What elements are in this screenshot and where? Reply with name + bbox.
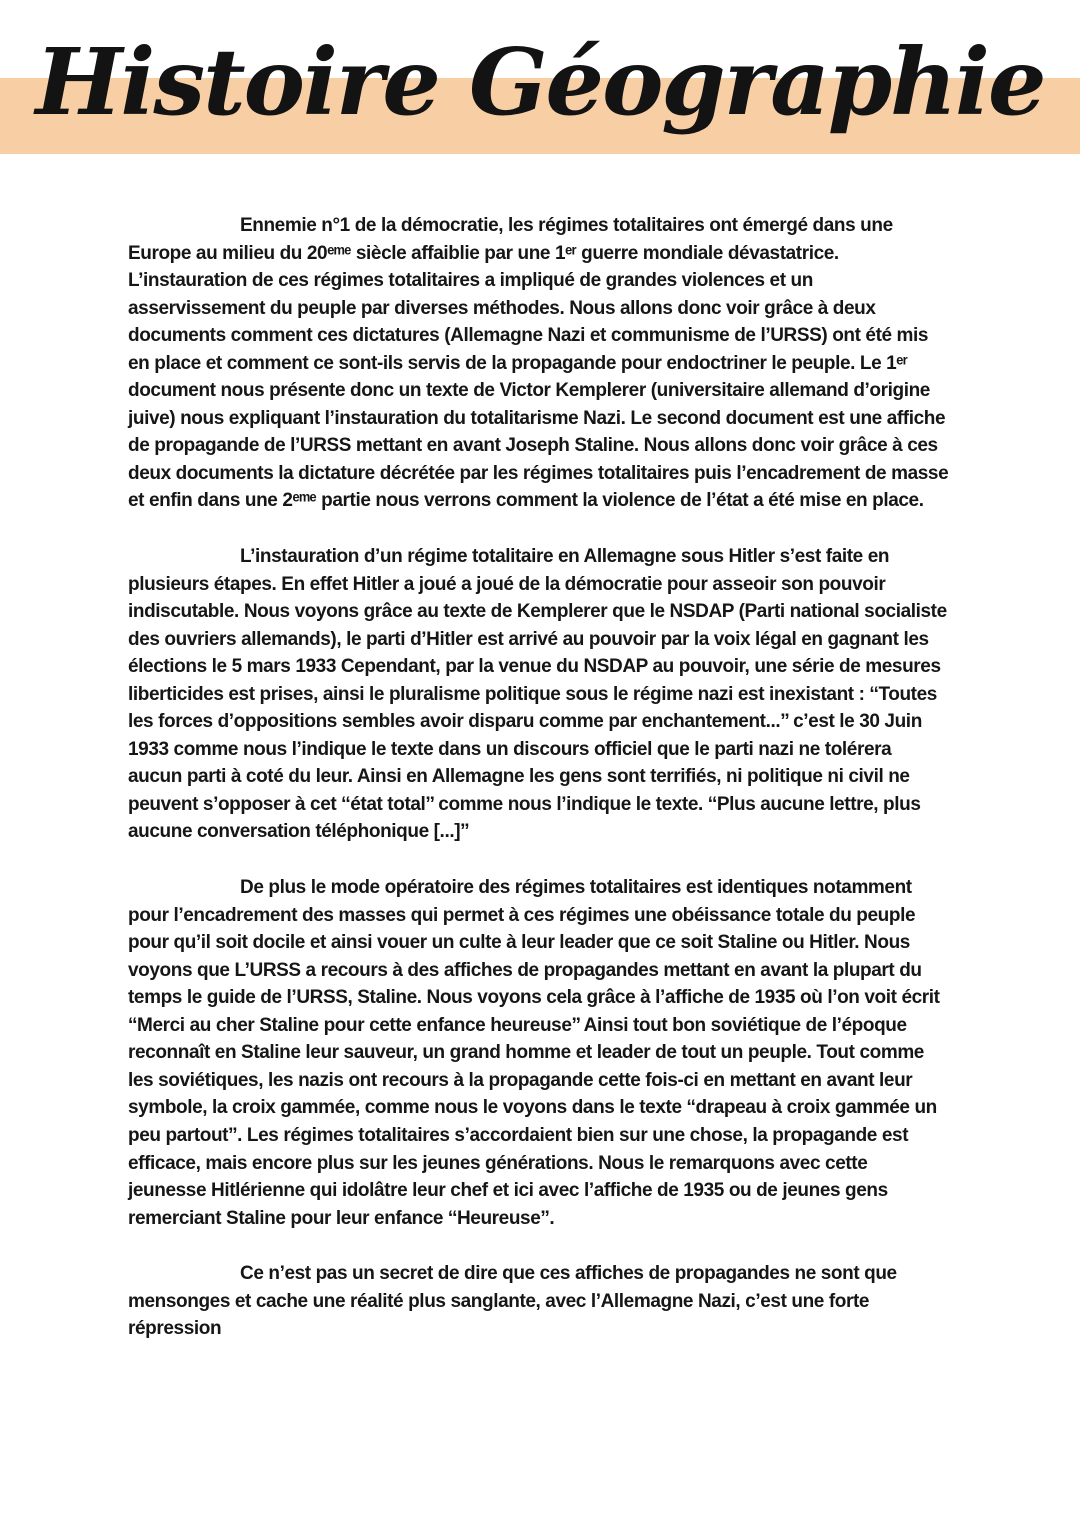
- paragraph-introduction: Ennemie n°1 de la démocratie, les régimes totalitaires ont émergé dans une Europe au milieu du 20ᵉᵐᵉ siècle affaiblie par une 1ᵉʳ guerre mondiale dévastatrice. L’instauration de ces régimes totalitaires a impliqué de grandes violences et un asservissement du peuple par diverses méthodes. Nous allons donc voir grâce à deux documents comment ces dictatures (Allemagne Nazi et communisme de l’URSS) ont été mis en place et comment ce sont-ils servis de la propagande pour endoctriner le peuple. Le 1ᵉʳ document nous présente donc un texte de Victor Kemplerer (universitaire allemand d’origine juive) nous expliquant l’instauration du totalitarisme Nazi. Le second document est une affiche de propagande de l’URSS mettant en avant Joseph Staline. Nous allons donc voir grâce à ces deux documents la dictature décrétée par les régimes totalitaires puis l’encadrement de masse et enfin dans une 2ᵉᵐᵉ partie nous verrons comment la violence de l’état a été mise en place.: [128, 215, 949, 512]
- paragraph-repression: Ce n’est pas un secret de dire que ces affiches de propagandes ne sont que mensonges et cache une réalité plus sanglante, avec l’Allemagne Nazi, c’est une forte répression: [128, 1263, 897, 1340]
- paragraph-instauration-regime: L’instauration d’un régime totalitaire en Allemagne sous Hitler s’est faite en plusieurs étapes. En effet Hitler a joué a joué de la démocratie pour asseoir son pouvoir indiscutable. Nous voyons grâce au texte de Kemplerer que le NSDAP (Parti national socialiste des ouvriers allemands), le parti d’Hitler est arrivé au pouvoir par la voix légal en gagnant les élections le 5 mars 1933 Cependant, par la venue du NSDAP au pouvoir, une série de mesures liberticides est prises, ainsi le pluralisme politique sous le régime nazi est inexistant : ‘‘Toutes les forces d’oppositions sembles avoir disparu comme par enchantement...’’ c’est le 30 Juin 1933 comme nous l’indique le texte dans un discours officiel que le parti nazi ne tolérera aucun parti à coté du leur. Ainsi en Allemagne les gens sont terrifiés, ni politique ni civil ne peuvent s’opposer à cet ‘‘état total’’ comme nous l’indique le texte. ‘‘Plus aucune lettre, plus aucune conversation téléphonique [...]’’: [128, 546, 947, 843]
- essay-body: [128, 212, 950, 1371]
- paragraph-encadrement-masses: De plus le mode opératoire des régimes totalitaires est identiques notamment pour l’encadrement des masses qui permet à ces régimes une obéissance totale du peuple pour qu’il soit docile et ainsi vouer un culte à leur leader que ce soit Staline ou Hitler. Nous voyons que L’URSS a recours à des affiches de propagandes mettant en avant la plupart du temps le guide de l’URSS, Staline. Nous voyons cela grâce à l’affiche de 1935 où l’on voit écrit ‘‘Merci au cher Staline pour cette enfance heureuse’’ Ainsi tout bon soviétique de l’époque reconnaît en Staline leur sauveur, un grand homme et leader de tout un peuple. Tout comme les soviétiques, les nazis ont recours à la propagande cette fois-ci en mettant en avant leur symbole, la croix gammée, comme nous le voyons dans le texte ‘‘drapeau à croix gammée un peu partout’’. Les régimes totalitaires s’accordaient bien sur une chose, la propagande est efficace, mais encore plus sur les jeunes générations. Nous le remarquons avec cette jeunesse Hitlérienne qui idolâtre leur chef et ici avec l’affiche de 1935 ou de jeunes gens remerciant Staline pour leur enfance ‘‘Heureuse’’.: [128, 877, 940, 1229]
- page-title: Histoire Géographie: [35, 28, 1045, 136]
